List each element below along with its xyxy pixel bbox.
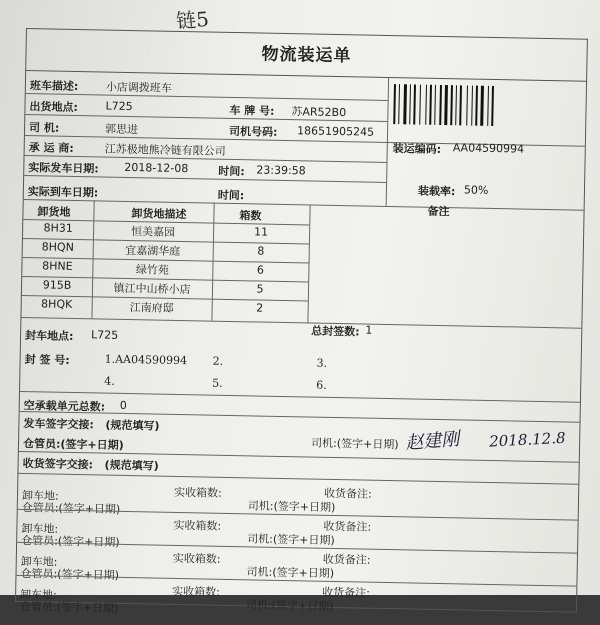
depart-time-label: 时间: (218, 164, 245, 179)
arrive-date-label: 实际到车日期: (27, 185, 99, 200)
receive-actual-boxes-label: 实收箱数: (172, 551, 221, 566)
driver-handwritten-date: 2018.12.8 (488, 428, 566, 451)
store-name: 宜嘉湖华庭 (125, 243, 181, 259)
document-title: 物流装运单 (25, 28, 588, 82)
barcode (393, 84, 574, 127)
receive-keeper-sign: 仓管员:(签字+日期) (20, 566, 120, 582)
load-rate-value: 50% (463, 183, 489, 197)
store-name: 镇江中山桥小店 (113, 281, 191, 297)
dispatch-sign-label: 发车签字交接: (23, 417, 94, 432)
origin-value: L725 (105, 99, 133, 114)
receive-note-label: 收货备注: (323, 519, 372, 534)
col-header-site: 卸货地 (37, 205, 71, 219)
receive-sign-rule: (规范填写) (104, 458, 159, 473)
waybill-sheet (15, 28, 600, 615)
depart-time-value: 23:39:58 (256, 163, 306, 178)
dispatch-driver-sign: 司机:(签字+日期) (310, 436, 399, 452)
plate-value: 苏AR52B0 (291, 105, 347, 120)
store-name: 江南府邸 (129, 301, 174, 315)
depart-date-value: 2018-12-08 (124, 160, 189, 176)
receive-driver-sign: 司机:(签字+日期) (246, 565, 335, 581)
handwritten-mark: 链5 (175, 6, 210, 34)
depart-date-label: 实际发车日期: (28, 161, 99, 176)
phone-label: 司机号码: (228, 124, 278, 139)
store-code: 8HQN (41, 240, 74, 254)
carrier-value: 江苏极地熊冷链有限公司 (104, 142, 226, 158)
seal-place-label: 封车地点: (24, 329, 74, 343)
seal-6: 6. (316, 378, 327, 392)
driver-handwritten-signature: 赵建刚 (404, 428, 461, 455)
receive-note-label: 收货备注: (323, 486, 372, 501)
receive-note-label: 收货备注: (322, 552, 371, 567)
store-boxes: 2 (256, 301, 264, 315)
receive-site-label: 卸车地: (21, 522, 59, 536)
store-boxes: 11 (254, 225, 269, 239)
receive-keeper-sign: 仓管员:(签字+日期) (21, 501, 121, 516)
load-rate-label: 装载率: (417, 184, 456, 199)
receive-keeper-sign: 仓管员:(签字+日期) (19, 599, 119, 615)
plate-label: 车 牌 号: (229, 103, 275, 118)
col-header-note: 备注 (427, 204, 450, 219)
arrive-time-label: 时间: (217, 188, 245, 203)
dispatch-sign-rule: (规范填写) (105, 418, 160, 433)
receive-actual-boxes-label: 实收箱数: (173, 518, 222, 533)
seal-3: 3. (316, 356, 328, 370)
shift-desc-value: 小店调拨班车 (105, 80, 172, 95)
seal-4: 4. (104, 374, 115, 388)
receive-actual-boxes-label: 实收箱数: (173, 485, 222, 500)
seal-no-label: 封 签 号: (24, 353, 70, 367)
col-header-desc: 卸货地描述 (131, 207, 187, 222)
receive-note-label: 收货备注: (322, 585, 371, 600)
receive-site-label: 卸车地: (21, 489, 59, 503)
seal-2: 2. (212, 354, 224, 368)
phone-value: 18651905245 (296, 124, 375, 139)
store-boxes: 6 (256, 263, 265, 277)
receive-site-label: 卸车地: (20, 554, 58, 569)
receive-actual-boxes-label: 实收箱数: (172, 584, 221, 599)
store-code: 8HNE (42, 259, 73, 273)
col-header-boxes: 箱数 (239, 209, 262, 223)
store-code: 8H31 (43, 221, 73, 235)
store-name: 绿竹苑 (135, 263, 169, 277)
receive-site-label: 卸车地: (19, 587, 57, 602)
waybill-frame (15, 70, 587, 613)
receive-keeper-sign: 仓管员:(签字+日期) (21, 534, 120, 549)
empty-units-label: 空承载单元总数: (23, 399, 106, 414)
carrier-label: 承 运 商: (28, 141, 74, 155)
seal-1: 1.AA04590994 (104, 352, 188, 368)
load-code-label: 装运编码: (392, 142, 442, 156)
store-code: 915B (42, 278, 72, 292)
driver-label: 司 机: (28, 121, 60, 135)
seal-total-label: 总封签数: (311, 324, 360, 339)
shift-desc-label: 班车描述: (29, 79, 79, 94)
store-boxes: 5 (256, 282, 264, 296)
driver-value: 郭思进 (104, 122, 139, 137)
seal-total-value: 1 (365, 323, 373, 337)
empty-units-value: 0 (119, 398, 127, 413)
receive-sign-label: 收货签字交接: (22, 457, 94, 472)
receive-driver-sign: 司机:(签字+日期) (247, 499, 336, 515)
load-code-value: AA04590994 (452, 141, 525, 156)
receive-driver-sign: 司机:(签字+日期) (247, 532, 335, 548)
store-name: 恒美嘉园 (130, 225, 176, 239)
receive-driver-sign: 司机:(签字+日期) (245, 598, 334, 614)
seal-5: 5. (212, 376, 223, 390)
seal-place-value: L725 (90, 328, 119, 342)
dispatch-keeper-sign: 仓管员:(签字+日期) (22, 437, 124, 452)
origin-label: 出货地点: (29, 100, 79, 115)
store-code: 8HQK (41, 297, 73, 311)
store-boxes: 8 (257, 244, 265, 258)
